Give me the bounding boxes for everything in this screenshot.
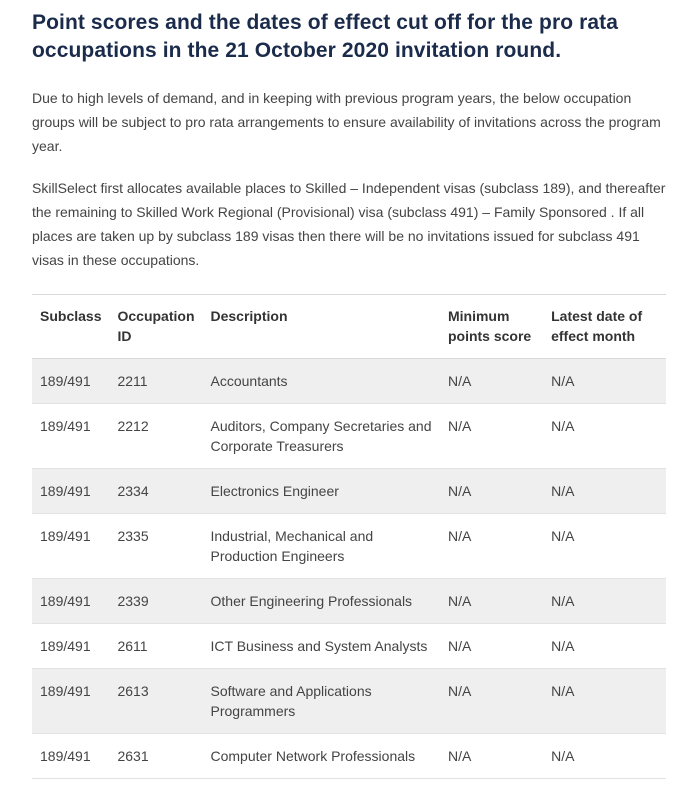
cell-occupation-id: 2211 [109,359,202,404]
cell-description: ICT Business and System Analysts [203,624,440,669]
cell-description: Computer Network Professionals [203,734,440,779]
table-row [32,404,666,469]
cell-latest-date: N/A [543,579,666,624]
cell-minimum-points: N/A [440,359,543,404]
column-header-subclass: Subclass [32,295,109,359]
table-header [32,295,666,359]
cell-minimum-points: N/A [440,579,543,624]
table-row [32,669,666,734]
cell-description: Other Engineering Professionals [203,579,440,624]
cell-description: Software and Applications Programmers [203,669,440,734]
cell-minimum-points: N/A [440,669,543,734]
cell-description: Industrial, Mechanical and Production Engineers [203,514,440,579]
cell-description: Auditors, Company Secretaries and Corporate Treasurers [203,404,440,469]
table-row [32,579,666,624]
cell-latest-date: N/A [543,624,666,669]
page-title: Point scores and the dates of effect cut off for the pro rata occupations in the 21 October 2020 invitation round. [32,11,619,62]
cell-occupation-id: 2611 [109,624,202,669]
table-row [32,359,666,404]
cell-description: Electronics Engineer [203,469,440,514]
cell-occupation-id: 2335 [109,514,202,579]
cell-latest-date: N/A [543,469,666,514]
cell-subclass: 189/491 [32,734,109,779]
cell-latest-date: N/A [543,359,666,404]
cell-subclass: 189/491 [32,404,109,469]
table-header-row [32,295,666,359]
column-header-description: Description [203,295,440,359]
table-row [32,514,666,579]
table-row [32,469,666,514]
column-header-occupation-id: Occupation ID [109,295,202,359]
table-row [32,624,666,669]
cell-occupation-id: 2212 [109,404,202,469]
cell-occupation-id: 2631 [109,734,202,779]
page-content [32,0,668,764]
cell-subclass: 189/491 [32,514,109,579]
cell-minimum-points: N/A [440,404,543,469]
allocation-paragraph: SkillSelect first allocates available places to Skilled – Independent visas (subclass 189), and thereafter the remaining to Skilled Work Regional (Provisional) visa (subclass 491) – Family Sponsored . If all places are taken up by subclass 189 visas then there will be no invitations issued for subclass 491 visas in these occupations. [32,180,666,268]
cell-occupation-id: 2613 [109,669,202,734]
cell-latest-date: N/A [543,404,666,469]
column-header-latest-date: Latest date of effect month [543,295,666,359]
cell-latest-date: N/A [543,514,666,579]
table-row [32,734,666,779]
cell-minimum-points: N/A [440,469,543,514]
cell-latest-date: N/A [543,669,666,734]
cell-subclass: 189/491 [32,359,109,404]
cell-occupation-id: 2334 [109,469,202,514]
cell-minimum-points: N/A [440,514,543,579]
column-header-minimum-points: Minimum points score [440,295,543,359]
cell-subclass: 189/491 [32,469,109,514]
cell-occupation-id: 2339 [109,579,202,624]
intro-paragraph: Due to high levels of demand, and in keeping with previous program years, the below occupation groups will be subject to pro rata arrangements to ensure availability of invitations across the program year. [32,90,661,154]
cell-subclass: 189/491 [32,669,109,734]
table-body [32,359,666,779]
cell-latest-date: N/A [543,734,666,779]
cell-minimum-points: N/A [440,734,543,779]
cell-minimum-points: N/A [440,624,543,669]
cell-subclass: 189/491 [32,624,109,669]
cell-description: Accountants [203,359,440,404]
pro-rata-occupations-table [32,294,666,779]
cell-subclass: 189/491 [32,579,109,624]
